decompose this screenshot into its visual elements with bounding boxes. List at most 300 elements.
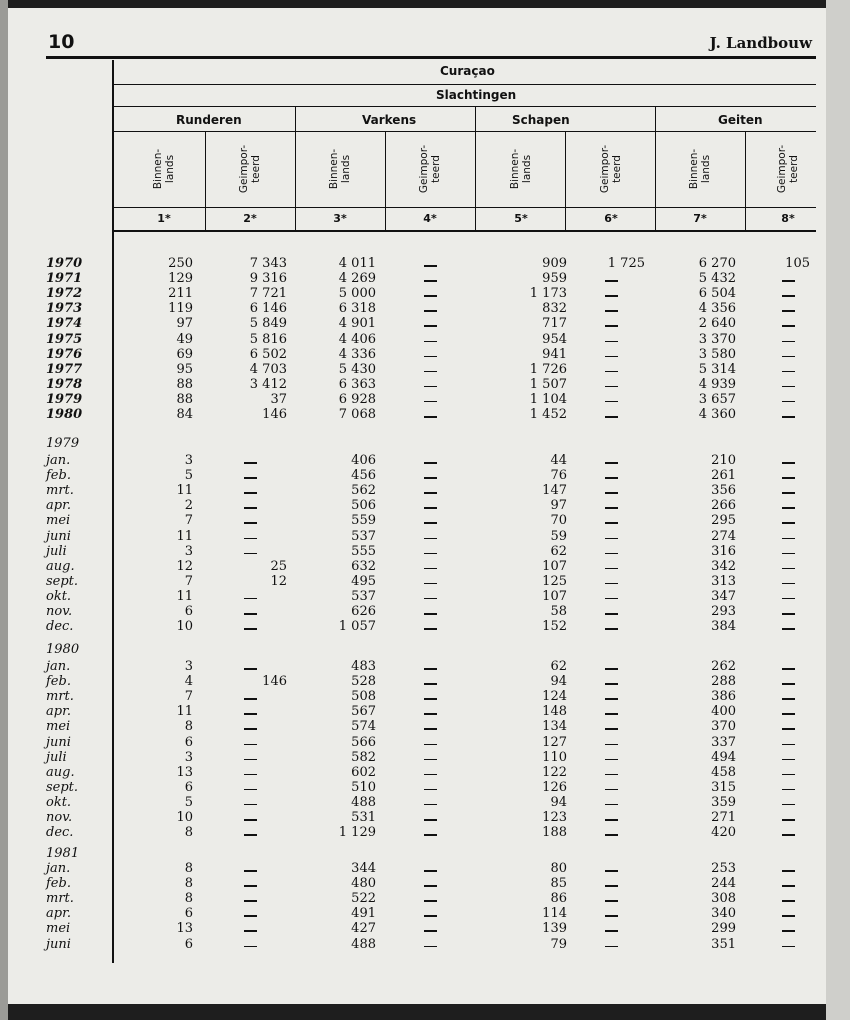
table-cell-dash [424,900,437,902]
page-left-edge [0,0,8,1020]
table-cell: 134 [542,719,567,735]
table-cell: 59 [550,528,567,544]
table-cell: 626 [351,604,376,619]
table-heading: Slachtingen [436,88,517,102]
table-cell: 76 [550,468,567,484]
table-cell-dash [782,462,795,464]
table-cell-dash [782,553,795,555]
table-cell-dash [244,728,257,730]
table-cell-dash [244,774,257,776]
table-cell: 3 [184,749,193,765]
table-cell: 84 [176,407,193,422]
table-cell: 244 [711,876,736,892]
table-cell-dash [782,915,795,917]
row-label: aug. [46,764,75,780]
table-cell-dash [605,900,618,902]
table-cell-dash [782,401,795,403]
column-number-1: 1* [157,212,171,225]
table-cell-dash [424,522,437,524]
table-cell-dash [424,683,437,685]
section-heading: 1981 [46,846,80,861]
table-cell-dash [424,462,437,464]
table-cell: 86 [550,891,567,907]
table-cell: 1 173 [529,286,567,302]
table-cell: 58 [550,604,567,619]
row-label: apr. [46,906,71,922]
table-cell-dash [782,713,795,715]
page-title: J. Landbouw [709,34,812,52]
row-label: juli [46,543,67,559]
page-right-edge [826,0,850,1020]
table-cell-dash [782,870,795,872]
table-cell: 313 [711,573,736,589]
table-cell-dash [244,477,257,479]
row-label: juli [46,749,67,765]
subcolumn-heading-1 [153,134,175,204]
row-label: mei [46,513,71,529]
table-cell: 1 104 [529,391,567,407]
table-cell: 4 336 [338,346,376,362]
table-cell-dash [782,744,795,746]
table-cell-dash [782,930,795,932]
row-label: juni [46,734,71,750]
table-cell-dash [424,819,437,821]
table-cell: 8 [184,876,193,892]
table-cell: 7 721 [249,286,287,302]
table-cell: 94 [550,794,567,810]
row-label: juni [46,936,71,952]
sub-divider-4 [745,132,746,231]
region-heading: Curaçao [440,64,495,78]
table-cell: 107 [542,558,567,574]
table-cell: 129 [168,271,193,287]
table-cell-dash [244,713,257,715]
table-cell: 359 [711,794,736,810]
header-bottom-rule [114,230,816,232]
table-cell: 299 [711,921,736,937]
table-cell: 62 [550,659,567,674]
table-cell-dash [244,598,257,600]
table-cell-dash [424,885,437,887]
table-cell-dash [244,538,257,540]
table-cell-dash [424,759,437,761]
table-cell: 88 [176,376,193,392]
table-cell-dash [244,507,257,509]
table-cell-dash [244,834,257,836]
table-cell: 347 [711,588,736,604]
table-cell-dash [782,310,795,312]
subcolumn-heading-text: Binnen- lands [688,148,712,190]
table-cell: 10 [176,619,193,635]
table-cell-dash [424,804,437,806]
row-label: mrt. [46,483,74,499]
table-cell: 6 [184,779,193,795]
table-cell: 4 901 [338,316,376,332]
table-cell-dash [782,356,795,358]
table-cell-dash [605,774,618,776]
table-cell-dash [605,946,618,948]
table-cell: 8 [184,825,193,841]
table-cell: 3 412 [249,376,287,392]
table-cell-dash [424,930,437,932]
table-cell-dash [605,804,618,806]
table-cell: 315 [711,779,736,795]
table-cell: 342 [711,558,736,574]
table-cell: 909 [542,256,567,271]
table-cell: 69 [176,346,193,362]
table-cell: 125 [542,573,567,589]
row-label: feb. [46,468,71,484]
table-cell: 7 [184,513,193,529]
table-cell-dash [424,295,437,297]
table-cell: 3 657 [698,391,736,407]
table-cell: 12 [176,558,193,574]
row-label: sept. [46,779,79,795]
table-cell: 370 [711,719,736,735]
table-cell: 566 [351,734,376,750]
table-cell: 6 928 [338,391,376,407]
table-cell-dash [605,386,618,388]
column-number-7: 7* [693,212,707,225]
table-cell-dash [424,280,437,282]
table-cell-dash [605,744,618,746]
table-cell: 188 [542,825,567,841]
table-cell: 2 640 [698,316,736,332]
table-cell-dash [424,341,437,343]
table-cell: 959 [542,271,567,287]
table-cell: 559 [351,513,376,529]
table-cell-dash [782,280,795,282]
table-cell-dash [605,613,618,615]
row-label: 1972 [46,286,83,302]
table-cell-dash [782,900,795,902]
table-cell-dash [424,310,437,312]
table-cell: 4 703 [249,361,287,377]
row-label: dec. [46,619,74,635]
group-divider-1 [295,107,296,231]
table-cell-dash [782,789,795,791]
table-cell-dash [424,553,437,555]
group-heading-varkens: Varkens [362,113,417,127]
group-divider-2 [475,107,476,231]
row-label: okt. [46,588,72,604]
table-cell: 139 [542,921,567,937]
table-cell-dash [605,789,618,791]
table-cell: 488 [351,794,376,810]
column-number-5: 5* [514,212,528,225]
table-cell-dash [244,930,257,932]
table-cell: 528 [351,674,376,690]
table-cell: 8 [184,861,193,876]
table-cell-dash [782,371,795,373]
table-cell: 574 [351,719,376,735]
table-cell: 250 [168,256,193,271]
table-cell-dash [782,819,795,821]
table-cell: 4 406 [338,331,376,347]
section-heading: 1980 [46,642,80,657]
row-label: okt. [46,794,72,810]
table-cell-dash [782,668,795,670]
table-cell-dash [244,789,257,791]
table-cell: 4 939 [698,376,736,392]
table-cell: 344 [351,861,376,876]
table-cell: 85 [550,876,567,892]
table-cell-dash [605,834,618,836]
column-number-3: 3* [333,212,347,225]
subcolumn-heading-8 [777,134,799,204]
table-cell: 941 [542,346,567,362]
table-cell-dash [424,568,437,570]
table-cell: 11 [176,704,193,720]
row-label: 1979 [46,391,83,407]
row-label: jan. [46,861,71,876]
sub-divider-1 [205,132,206,231]
table-cell: 79 [550,936,567,952]
table-cell: 293 [711,604,736,619]
row-label: feb. [46,674,71,690]
table-cell-dash [244,668,257,670]
table-cell-dash [782,325,795,327]
table-cell: 94 [550,674,567,690]
table-cell: 11 [176,483,193,499]
table-cell-dash [782,538,795,540]
table-cell: 4 [184,674,193,690]
table-cell: 483 [351,659,376,674]
table-title-rule [114,106,816,107]
row-label: aug. [46,558,75,574]
table-cell-dash [605,538,618,540]
table-cell-dash [605,371,618,373]
table-cell-dash [605,462,618,464]
table-cell: 8 [184,719,193,735]
table-cell-dash [244,462,257,464]
table-cell-dash [244,613,257,615]
table-cell-dash [244,492,257,494]
table-cell-dash [424,613,437,615]
table-cell-dash [605,628,618,630]
table-cell: 458 [711,764,736,780]
table-cell: 6 504 [698,286,736,302]
table-cell-dash [782,728,795,730]
table-cell-dash [605,759,618,761]
table-cell: 295 [711,513,736,529]
sub-divider-3 [565,132,566,231]
table-cell-dash [782,774,795,776]
row-label: 1980 [46,407,83,422]
table-cell-dash [424,265,437,267]
column-number-8: 8* [781,212,795,225]
table-cell: 494 [711,749,736,765]
sub-divider-2 [385,132,386,231]
table-cell: 122 [542,764,567,780]
row-label: jan. [46,659,71,674]
table-cell-dash [605,492,618,494]
subcolumn-heading-6 [600,134,622,204]
table-cell-dash [782,492,795,494]
table-cell: 386 [711,689,736,705]
table-cell: 717 [542,316,567,332]
table-cell-dash [424,774,437,776]
table-cell: 4 356 [698,301,736,317]
table-cell: 1 507 [529,376,567,392]
table-cell: 266 [711,498,736,514]
table-cell: 531 [351,810,376,825]
table-cell-dash [782,628,795,630]
table-cell: 562 [351,483,376,499]
table-cell-dash [424,713,437,715]
table-cell: 508 [351,689,376,705]
table-cell: 5 314 [698,361,736,377]
table-cell: 420 [711,825,736,841]
table-cell-dash [605,819,618,821]
table-cell: 954 [542,331,567,347]
table-cell: 495 [351,573,376,589]
subcolumn-heading-text: Binnen- lands [509,148,533,190]
table-cell-dash [424,946,437,948]
table-cell: 105 [785,256,810,271]
group-heading-geiten: Geiten [718,113,763,127]
table-cell: 6 270 [698,256,736,271]
table-cell: 582 [351,749,376,765]
table-cell-dash [244,819,257,821]
subcolumn-rule [114,207,816,208]
region-rule [114,84,816,85]
table-cell-dash [424,386,437,388]
table-cell: 3 370 [698,331,736,347]
table-cell: 37 [270,391,287,407]
table-cell: 9 316 [249,271,287,287]
table-cell-dash [605,522,618,524]
table-cell-dash [424,416,437,418]
table-cell: 7 068 [338,407,376,422]
table-cell-dash [605,295,618,297]
table-cell-dash [605,553,618,555]
table-cell-dash [244,744,257,746]
subcolumn-heading-text: Geimpor- teerd [776,144,800,194]
table-cell-dash [782,386,795,388]
group-rule [114,131,816,132]
table-cell: 351 [711,936,736,952]
table-cell: 537 [351,588,376,604]
table-cell: 522 [351,891,376,907]
table-cell-dash [605,280,618,282]
table-cell: 427 [351,921,376,937]
group-divider-3 [655,107,656,231]
subcolumn-heading-text: Binnen- lands [328,148,352,190]
table-cell-dash [782,477,795,479]
table-cell-dash [605,885,618,887]
table-cell: 4 269 [338,271,376,287]
table-cell-dash [244,885,257,887]
table-cell-dash [605,310,618,312]
table-cell-dash [782,507,795,509]
table-cell: 491 [351,906,376,922]
subcolumn-heading-5 [510,134,532,204]
table-cell-dash [605,325,618,327]
table-cell: 510 [351,779,376,795]
table-cell: 127 [542,734,567,750]
table-cell: 110 [542,749,567,765]
table-cell-dash [605,416,618,418]
table-cell-dash [782,946,795,948]
subcolumn-heading-text: Geimpor- teerd [418,144,442,194]
table-cell: 3 [184,659,193,674]
table-cell: 6 [184,734,193,750]
table-cell: 456 [351,468,376,484]
table-cell-dash [244,628,257,630]
table-cell: 5 432 [698,271,736,287]
row-label: feb. [46,876,71,892]
table-cell: 308 [711,891,736,907]
table-cell: 3 [184,453,193,468]
table-cell-dash [244,698,257,700]
table-cell: 123 [542,810,567,825]
subcolumn-heading-7 [689,134,711,204]
table-cell: 537 [351,528,376,544]
row-label: apr. [46,704,71,720]
table-cell: 2 [184,498,193,514]
table-cell: 97 [550,498,567,514]
table-cell-dash [424,477,437,479]
table-cell: 11 [176,528,193,544]
table-cell: 95 [176,361,193,377]
table-cell: 340 [711,906,736,922]
table-cell-dash [605,668,618,670]
table-cell: 6 [184,906,193,922]
table-cell: 5 849 [249,316,287,332]
table-cell-dash [244,946,257,948]
table-cell-dash [782,568,795,570]
table-cell-dash [782,341,795,343]
table-cell: 7 [184,689,193,705]
table-cell: 12 [270,573,287,589]
table-cell-dash [605,401,618,403]
table-cell-dash [782,885,795,887]
row-label: 1978 [46,376,83,392]
table-cell-dash [244,804,257,806]
row-label: mrt. [46,689,74,705]
table-cell: 7 343 [249,256,287,271]
table-cell: 148 [542,704,567,720]
subcolumn-heading-2 [239,134,261,204]
table-cell: 480 [351,876,376,892]
table-cell: 356 [711,483,736,499]
table-cell-dash [605,683,618,685]
table-cell: 44 [550,453,567,468]
table-cell-dash [424,668,437,670]
table-cell: 488 [351,936,376,952]
subcolumn-heading-text: Geimpor- teerd [238,144,262,194]
row-label: apr. [46,498,71,514]
table-cell: 6 502 [249,346,287,362]
table-cell-dash [424,870,437,872]
table-cell: 5 000 [338,286,376,302]
table-cell: 4 011 [338,256,376,271]
table-cell: 62 [550,543,567,559]
table-cell-dash [782,522,795,524]
table-cell-dash [605,477,618,479]
table-cell-dash [605,568,618,570]
row-label: nov. [46,810,73,825]
table-cell-dash [605,870,618,872]
subcolumn-heading-text: Geimpor- teerd [599,144,623,194]
table-cell: 25 [270,558,287,574]
table-cell: 337 [711,734,736,750]
table-cell-dash [424,598,437,600]
table-cell-dash [424,728,437,730]
table-cell-dash [782,834,795,836]
table-cell-dash [424,538,437,540]
